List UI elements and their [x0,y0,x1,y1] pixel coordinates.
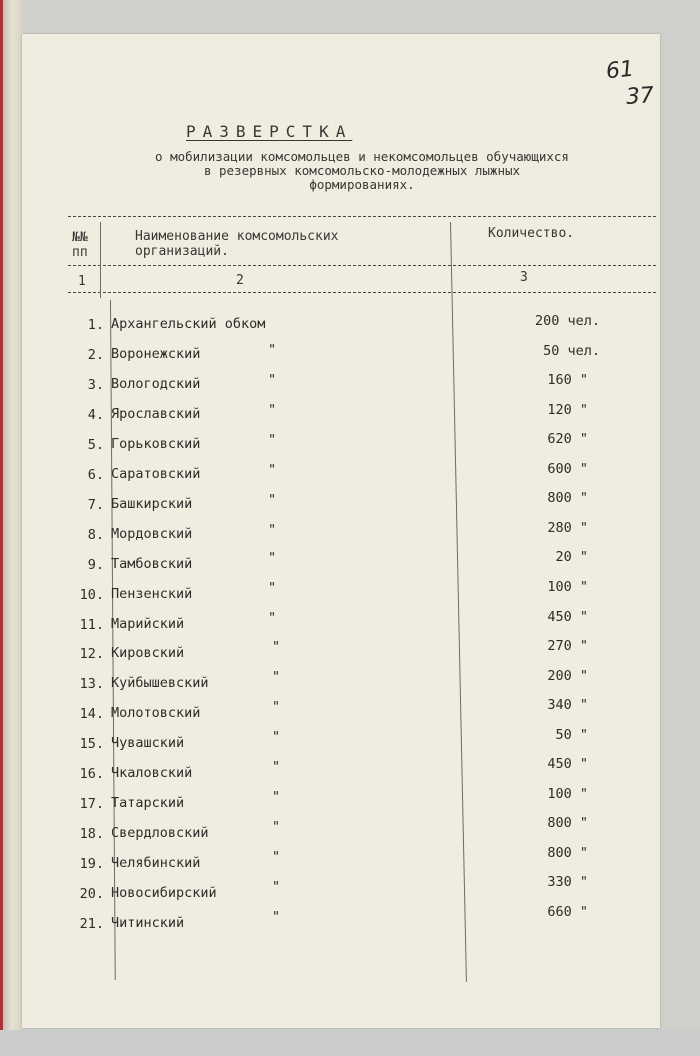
row-ditto-mark: " [272,759,281,776]
row-organization: Мордовский [111,525,193,542]
row-quantity: 660 " [547,904,588,920]
row-organization: Ярославский [111,405,201,422]
row-ditto-mark: " [272,819,281,836]
row-number: 3. [87,376,104,393]
scan-background [0,1030,700,1056]
row-ditto-mark: " [268,341,277,358]
row-quantity: 120 " [547,401,588,418]
row-ditto-mark: " [268,521,277,538]
row-number: 2. [87,346,104,363]
row-quantity: 50 " [555,726,588,743]
row-ditto-mark: " [272,729,281,746]
row-quantity: 800 " [547,815,588,832]
row-number: 7. [87,496,104,513]
row-organization: Архангельский обком [111,316,266,332]
row-number: 1. [87,317,104,333]
row-quantity: 100 " [547,785,588,802]
row-quantity: 330 " [547,874,588,891]
row-number: 11. [79,616,104,633]
row-organization: Читинский [111,915,185,931]
row-ditto-mark: " [272,789,281,806]
row-organization: Новосибирский [111,885,217,902]
row-organization: Чувашский [111,735,185,752]
document-title: РАЗВЕРСТКА [186,122,353,141]
table-rule-top [68,216,656,217]
row-number: 9. [87,556,104,573]
row-quantity: 620 " [547,431,588,448]
row-quantity: 160 " [547,372,588,389]
row-ditto-mark: " [268,401,277,418]
row-number: 20. [79,886,104,903]
page-number-bottom: 37 [625,83,655,110]
table-rule-colnums [68,292,656,293]
row-organization: Горьковский [111,435,201,452]
row-number: 6. [87,466,104,483]
row-quantity: 200 чел. [534,313,600,329]
row-organization: Тамбовский [111,555,193,572]
row-number: 8. [87,526,104,543]
row-quantity: 50 чел. [543,342,600,359]
row-quantity: 340 " [547,697,588,714]
column-number-3: 3 [520,270,528,285]
row-quantity: 800 " [547,844,588,861]
row-organization: Куйбышевский [111,675,209,692]
column-number-1: 1 [78,274,86,289]
document-subtitle [82,150,642,192]
row-ditto-mark: " [272,639,281,656]
row-ditto-mark: " [268,549,277,566]
row-organization: Кировский [111,645,185,662]
row-number: 14. [79,706,104,723]
binding-edge [0,0,3,1056]
subtitle-line: о мобилизации комсомольцев и некомсомольцев обучающихся [155,149,569,164]
row-ditto-mark: " [268,371,277,388]
row-number: 13. [79,676,104,693]
row-ditto-mark: " [272,699,281,716]
row-organization: Воронежский [111,345,201,362]
subtitle-line: формированиях. [309,177,415,192]
row-number: 19. [79,856,104,873]
row-organization: Молотовский [111,705,201,722]
row-number: 12. [79,646,104,663]
row-number: 18. [79,826,104,843]
row-ditto-mark: " [268,431,277,448]
row-number: 17. [79,796,104,813]
table-rule-header [68,265,656,266]
row-number: 16. [79,766,104,783]
page-number-top: 61 [604,56,636,85]
header-name: Наименование комсомольских организаций. [135,229,339,259]
header-number: №№ пп [72,230,88,260]
row-organization: Татарский [111,795,185,812]
row-ditto-mark: " [268,461,277,478]
row-organization: Башкирский [111,495,193,512]
row-number: 10. [79,586,104,603]
header-quantity: Количество. [488,226,575,241]
row-ditto-mark: " [268,491,277,508]
row-quantity: 20 " [555,549,588,566]
row-ditto-mark: " [272,669,281,686]
row-quantity: 450 " [547,756,588,773]
row-number: 21. [79,916,104,932]
row-organization: Вологодский [111,375,201,392]
row-number: 4. [87,406,104,423]
column-divider-1 [100,222,101,298]
row-number: 15. [79,736,104,753]
column-number-2: 2 [236,273,244,288]
row-organization: Свердловский [111,825,209,842]
row-quantity: 280 " [547,519,588,536]
row-ditto-mark: " [268,579,277,596]
row-quantity: 100 " [547,578,588,595]
row-organization: Чкаловский [111,765,193,782]
row-ditto-mark: " [268,609,277,626]
row-organization: Пензенский [111,585,193,602]
row-ditto-mark: " [272,909,281,925]
subtitle-line: в резервных комсомольско-молодежных лыжных [203,163,521,178]
row-organization: Саратовский [111,465,201,482]
row-quantity: 600 " [547,460,588,477]
row-quantity: 800 " [547,490,588,507]
row-organization: Челябинский [111,855,201,872]
row-quantity: 270 " [547,638,588,655]
binding-spine [0,0,22,1056]
row-number: 5. [87,436,104,453]
row-quantity: 450 " [547,608,588,625]
row-organization: Марийский [111,615,185,632]
row-quantity: 200 " [547,667,588,684]
row-ditto-mark: " [272,879,281,896]
row-ditto-mark: " [272,849,281,866]
